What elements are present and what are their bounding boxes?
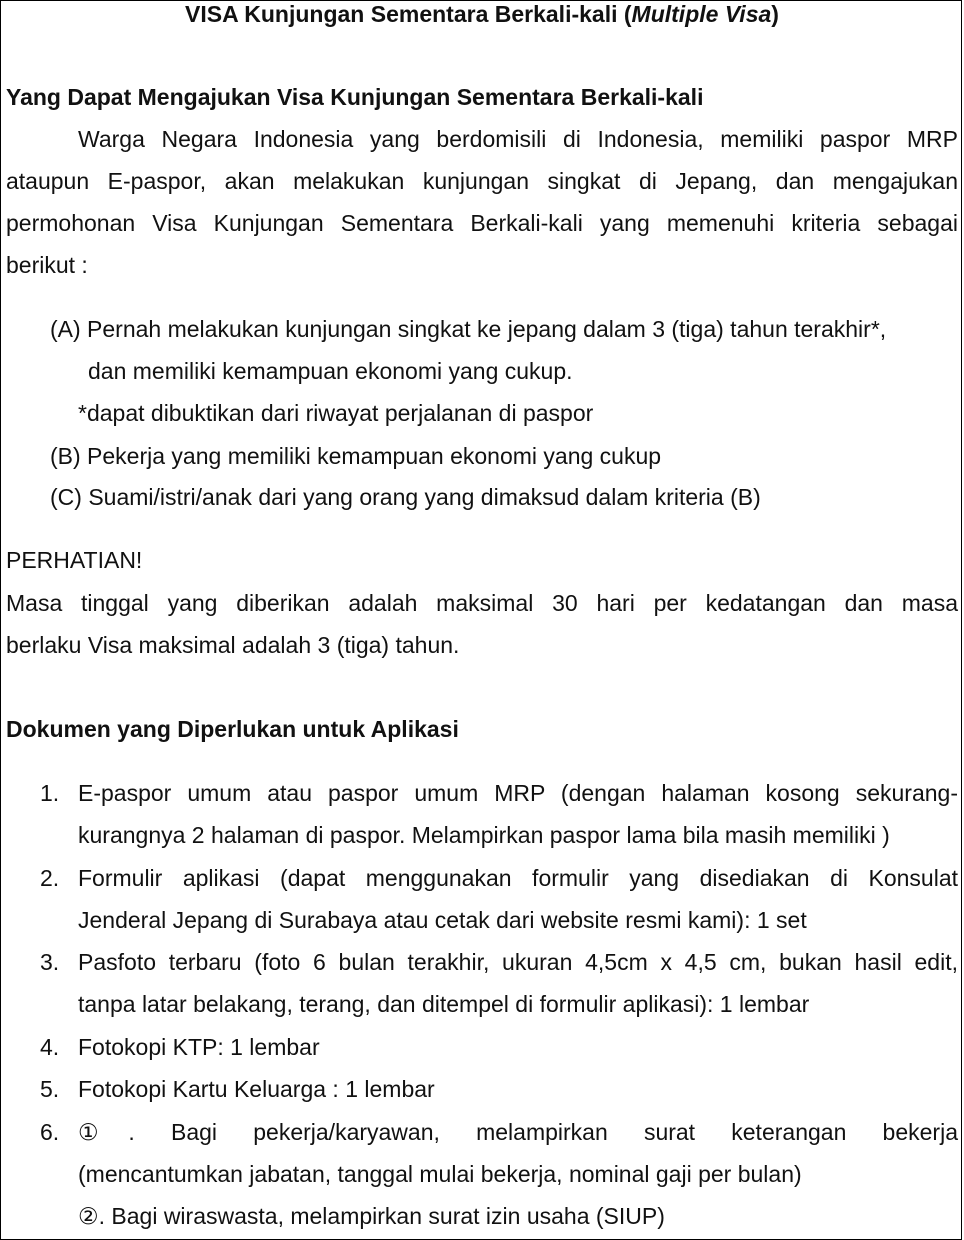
doc-item-line: Jenderal Jepang di Surabaya atau cetak dari website resmi kami): 1 set	[78, 907, 807, 933]
intro-line: ataupun E-paspor, akan melakukan kunjungan singkat di Jepang, dan mengajukan	[6, 168, 958, 194]
doc-number: 5.	[40, 1076, 60, 1102]
who-heading: Yang Dapat Mengajukan Visa Kunjungan Sementara Berkali-kali	[6, 84, 704, 110]
doc-item-line: ①. Bagi pekerja/karyawan, melampirkan surat keterangan bekerja	[78, 1119, 958, 1145]
doc-item-line: Fotokopi KTP: 1 lembar	[78, 1034, 320, 1060]
criteria-b: (B) Pekerja yang memiliki kemampuan ekonomi yang cukup	[50, 443, 662, 469]
criteria-c: (C) Suami/istri/anak dari yang orang yang dimaksud dalam kriteria (B)	[50, 484, 761, 510]
title-text: VISA Kunjungan Sementara Berkali-kali (	[185, 1, 632, 27]
title-close: )	[771, 1, 779, 27]
doc-number: 4.	[40, 1034, 60, 1060]
doc-number: 3.	[40, 949, 60, 975]
title-italic: Multiple Visa	[631, 1, 772, 27]
document-title	[0, 0, 964, 28]
doc-item-line: Pasfoto terbaru (foto 6 bulan terakhir, ukuran 4,5cm x 4,5 cm, bukan hasil edit,	[78, 949, 958, 975]
criteria-a: (A) Pernah melakukan kunjungan singkat ke jepang dalam 3 (tiga) tahun terakhir*,	[50, 316, 887, 342]
doc-number: 6.	[40, 1119, 60, 1145]
doc-number: 2.	[40, 865, 60, 891]
docs-heading: Dokumen yang Diperlukan untuk Aplikasi	[6, 716, 459, 742]
attention-label: PERHATIAN!	[6, 547, 143, 573]
criteria-a-note: *dapat dibuktikan dari riwayat perjalanan di paspor	[78, 400, 594, 426]
intro-line: Warga Negara Indonesia yang berdomisili di Indonesia, memiliki paspor MRP	[78, 126, 958, 152]
attention-line: berlaku Visa maksimal adalah 3 (tiga) tahun.	[6, 632, 460, 658]
intro-line: berikut :	[6, 252, 88, 278]
doc-item-line: kurangnya 2 halaman di paspor. Melampirkan paspor lama bila masih memiliki )	[78, 822, 890, 848]
doc-item-line: Fotokopi Kartu Keluarga : 1 lembar	[78, 1076, 435, 1102]
intro-line: permohonan Visa Kunjungan Sementara Berkali-kali yang memenuhi kriteria sebagai	[6, 210, 958, 236]
doc-item-line: Formulir aplikasi (dapat menggunakan formulir yang disediakan di Konsulat	[78, 865, 958, 891]
attention-line: Masa tinggal yang diberikan adalah maksimal 30 hari per kedatangan dan masa	[6, 590, 958, 616]
doc-item-line: (mencantumkan jabatan, tanggal mulai bekerja, nominal gaji per bulan)	[78, 1161, 802, 1187]
doc-item-line: E-paspor umum atau paspor umum MRP (dengan halaman kosong sekurang-	[78, 780, 958, 806]
doc-number: 1.	[40, 780, 60, 806]
doc-item-line: ②. Bagi wiraswasta, melampirkan surat izin usaha (SIUP)	[78, 1203, 665, 1229]
criteria-a-cont: dan memiliki kemampuan ekonomi yang cukup.	[88, 358, 573, 384]
doc-item-line: tanpa latar belakang, terang, dan ditempel di formulir aplikasi): 1 lembar	[78, 991, 810, 1017]
